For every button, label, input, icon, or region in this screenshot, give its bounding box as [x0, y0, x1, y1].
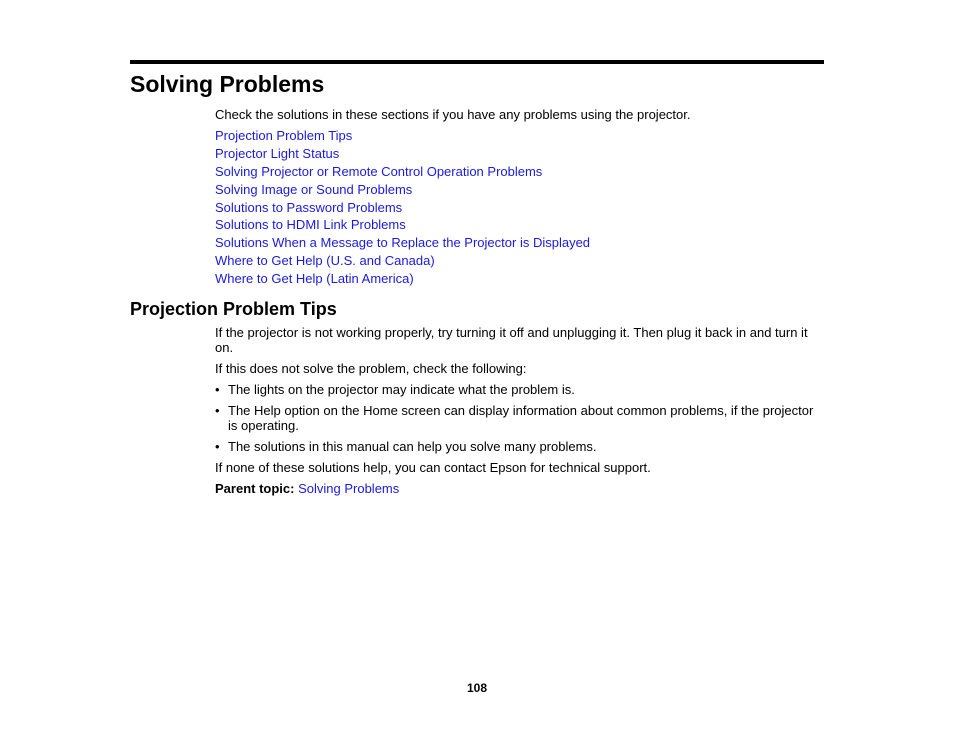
list-item: [215, 128, 590, 146]
bullet-text: The solutions in this manual can help you solve many problems.: [228, 439, 597, 454]
parent-topic: [215, 482, 820, 497]
parent-topic-link[interactable]: Solving Problems: [298, 481, 400, 496]
title-rule: [130, 60, 824, 64]
list-item: [215, 253, 590, 271]
paragraph-turn-off: If the projector is not working properly, try turning it off and unplugging it. Then plug it back in and turn it on.: [215, 325, 808, 355]
list-item: [215, 182, 590, 200]
link-projection-problem-tips[interactable]: Projection Problem Tips: [215, 128, 353, 143]
page-number: 108: [466, 681, 488, 695]
bullet-item: [215, 404, 820, 433]
bullet-item: [215, 383, 820, 398]
list-item: [215, 235, 590, 253]
intro-text: Check the solutions in these sections if you have any problems using the projector.: [215, 107, 691, 122]
link-operation-problems[interactable]: Solving Projector or Remote Control Operation Problems: [215, 163, 543, 179]
list-item: [215, 146, 590, 164]
bullet-item: [215, 440, 820, 455]
bullet-icon: •: [215, 403, 220, 418]
paragraph-check-following: If this does not solve the problem, check the following:: [215, 361, 527, 376]
link-projector-light-status[interactable]: Projector Light Status: [215, 145, 340, 161]
link-password-problems[interactable]: Solutions to Password Problems: [215, 199, 403, 215]
link-hdmi-link-problems[interactable]: Solutions to HDMI Link Problems: [215, 217, 406, 233]
link-replace-projector-message[interactable]: Solutions When a Message to Replace the Projector is Displayed: [215, 235, 591, 251]
list-item: [215, 164, 590, 182]
bullet-icon: •: [215, 439, 220, 454]
link-image-sound-problems[interactable]: Solving Image or Sound Problems: [215, 181, 413, 197]
link-help-us-canada[interactable]: Where to Get Help (U.S. and Canada): [215, 253, 435, 269]
bullet-icon: •: [215, 382, 220, 397]
list-item: [215, 271, 590, 289]
bullet-text: The Help option on the Home screen can display information about common problems, if the projector is operating.: [228, 403, 814, 433]
paragraph-contact-support: If none of these solutions help, you can contact Epson for technical support.: [215, 460, 651, 475]
section-heading: Projection Problem Tips: [130, 299, 337, 319]
list-item: [215, 200, 590, 218]
page-title: Solving Problems: [130, 71, 325, 97]
section-links-list: [215, 128, 590, 289]
link-help-latin-america[interactable]: Where to Get Help (Latin America): [215, 271, 414, 287]
parent-topic-label: Parent topic:: [215, 481, 295, 496]
list-item: [215, 217, 590, 235]
bullet-text: The lights on the projector may indicate what the problem is.: [228, 382, 575, 397]
